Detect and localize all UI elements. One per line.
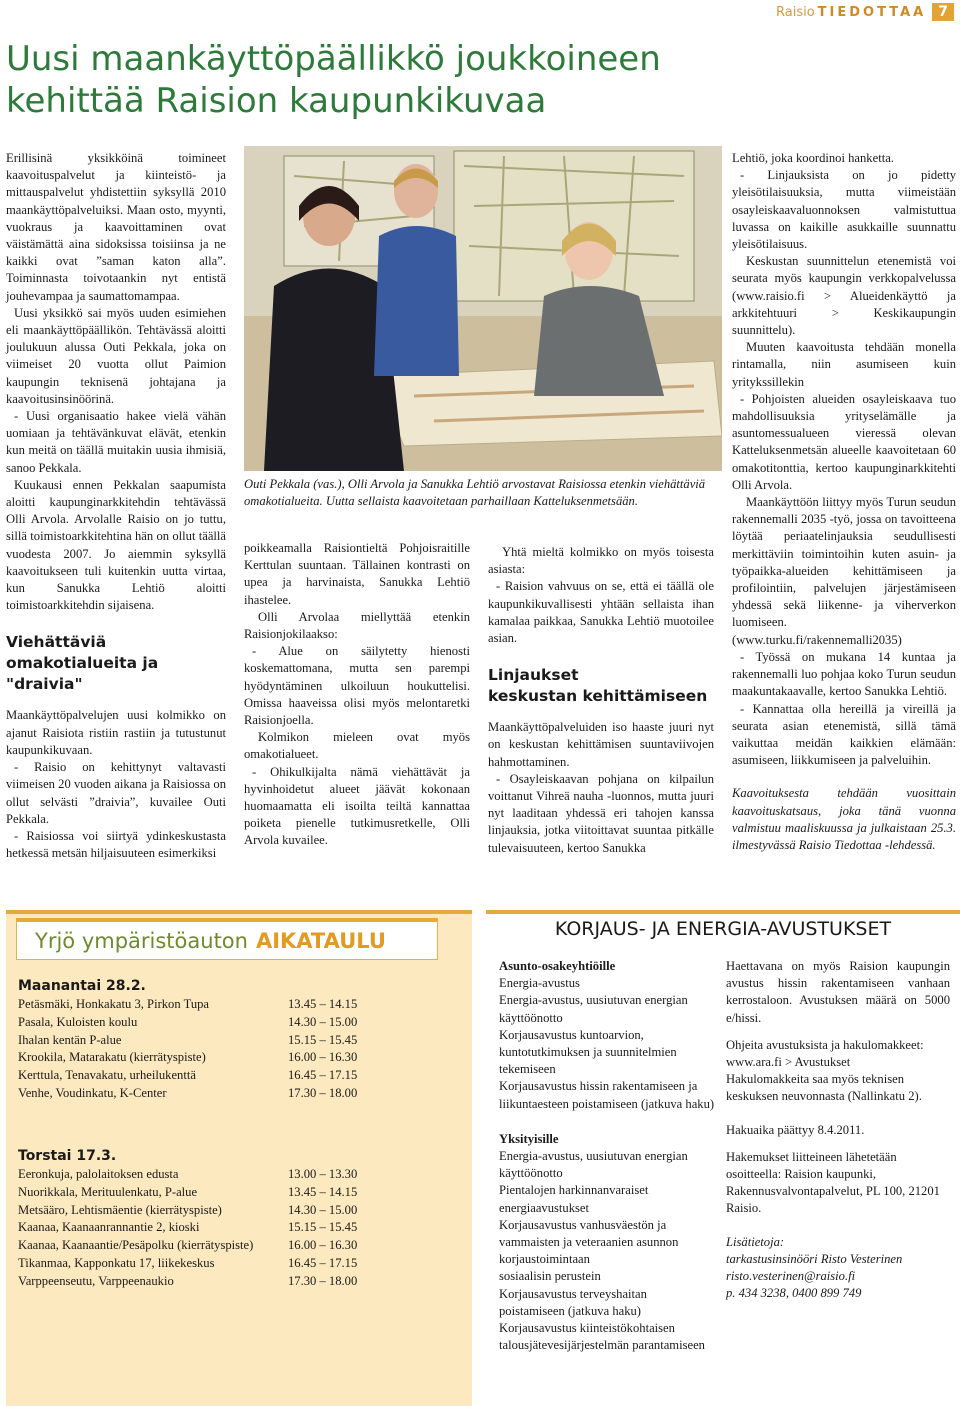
paragraph: Olli Arvolaa miellyttää etenkin Raisionjokilaakso: [244, 609, 470, 642]
paragraph: - Työssä on mukana 14 kuntaa ja rakennemalli luo pohjaa koko Turun seudun maakuntakaavalle, kertoo Sanukka Lehtiö. [732, 649, 956, 699]
bus-schedule-title [16, 918, 438, 960]
day-heading: Maanantai 28.2. [18, 978, 146, 994]
column-4 [732, 150, 956, 854]
schedule-row [18, 1273, 458, 1291]
subheading-line-2: omakotialueita ja "draivia" [6, 654, 159, 694]
schedule-time: 13.45 – 14.15 [288, 997, 358, 1011]
schedule-location: Nuorikkala, Merituulenkatu, P-alue [18, 1184, 198, 1199]
paragraph: Uusi yksikkö sai myös uuden esimiehen eli maankäyttöpäällikön. Tehtävässä aloitti joulukuun alussa Outi Pekkala, joka on viimeiset 20 vuotta ollut Paimion kaupungin teknisenä johtajana ja kaavoitusinsinöörinä. [6, 305, 226, 406]
subheading-line-2: keskustan kehittämiseen [488, 687, 708, 706]
schedule-time: 13.00 – 13.30 [288, 1167, 358, 1181]
caption-text: Outi Pekkala (vas.), Olli Arvola ja Sanukka Lehtiö arvostavat Raisiossa etenkin viehättäviä omakotialueita. Uutta sellaista kaavoitetaan parhaillaan Katteluksenmetsään. [244, 477, 706, 508]
schedule-row [18, 1184, 458, 1202]
subheading-line-1: Viehättäviä [6, 633, 107, 652]
schedule-time: 17.30 – 18.00 [288, 1085, 358, 1100]
schedule-row [18, 1085, 458, 1103]
schedule-row [18, 1032, 458, 1050]
schedule-time: 15.15 – 15.45 [288, 1220, 358, 1235]
paragraph: Maankäyttöpalveluiden iso haaste juuri nyt on keskustan kehittämisen suuntaviivojen hahmottaminen. [488, 720, 714, 769]
paragraph: - Ohikulkijalta nämä viehättävät ja hyvinhoidetut alueet jäävät kokonaan huomaamatta eli isoilta teiltä kannattaa poiketa pienelle tutkimusretkelle, Olli Arvola kuvailee. [244, 764, 470, 848]
schedule-row [18, 1255, 458, 1273]
schedule-row [18, 1067, 458, 1085]
schedule-time: 16.00 – 16.30 [288, 1238, 358, 1253]
grants-right-column [726, 958, 950, 1302]
page-number: 7 [932, 3, 954, 21]
schedule-location: Petäsmäki, Honkakatu 3, Pirkon Tupa [18, 997, 210, 1011]
paragraph: Kuukausi ennen Pekkalan saapumista aloitti kaupunginarkkitehdin tehtävässä Olli Arvola. Arvolalle Raisio on jo tuttu, sillä toimistoarkkitehtina hän on ollut täällä vuodesta 2007. Jo aiemmin syksyllä kaavoitukseen tuli kuitenkin uutta virtaa, kun Sanukka Lehtiö aloitti toimistoarkkitehdin sijaisena. [6, 477, 226, 613]
paragraph: Kolmikon mieleen ovat myös omakotialueet. [244, 730, 470, 762]
paragraph: Muuten kaavoitusta tehdään monella rintamalla, niin asumiseen kuin yritykssillekin [732, 340, 956, 389]
paragraph: Lehtiö, joka koordinoi hanketta. [732, 151, 894, 165]
contact-line: tarkastusinsinööri Risto Vesterinen [726, 1251, 903, 1266]
schedule-time: 15.15 – 15.45 [288, 1032, 358, 1047]
schedule-location: Ihalan kentän P-alue [18, 1032, 122, 1047]
bus-title-part-1: Yrjö ympäristöauton [35, 928, 248, 953]
schedule-time: 13.45 – 14.15 [288, 1184, 358, 1199]
schedule-time: 14.30 – 15.00 [288, 1202, 358, 1217]
schedule-time: 16.45 – 17.15 [288, 1068, 358, 1083]
schedule-time: 14.30 – 15.00 [288, 1014, 358, 1029]
schedule-location: Pasala, Kuloisten koulu [18, 1014, 138, 1029]
schedule-row [18, 1237, 458, 1255]
schedule-location: Eeronkuja, palolaitoksen edusta [18, 1167, 179, 1181]
schedule-location: Kaanaa, Kaanaanrannantie 2, kioski [18, 1220, 200, 1235]
paragraph: Kaavoituksesta tehdään vuosittain kaavoituskatsaus, joka tänä vuonna valmistuu maaliskuussa ja julkaistaan 25.3. ilmestyvässä Raisio Tiedottaa -lehdessä. [732, 786, 956, 852]
paragraph: Maankäyttöpalvelujen uusi kolmikko on ajanut Raisiota ristiin rastiin ja tutustunut kaupunkikuvaan. [6, 708, 226, 757]
schedule-location: Venhe, Voudinkatu, K-Center [18, 1085, 167, 1100]
schedule-row [18, 1014, 458, 1032]
paragraph: poikkeamalla Raisiontieltä Pohjoisraitille Kerttulan suuntaan. Tällainen kontrasti on upea ja harvinaista, Sanukka Lehtiö ihastelee. [244, 541, 470, 607]
schedule-location: Krookila, Matarakatu (kierrätyspiste) [18, 1050, 206, 1065]
bus-schedule-day-2 [18, 1148, 458, 1291]
schedule-row [18, 1049, 458, 1067]
subheading [6, 632, 226, 695]
grant-item: sosiaalisin perustein [499, 1269, 601, 1284]
bus-title-part-2: AIKATAULU [255, 928, 386, 953]
paragraph: - Pohjoisten alueiden osayleiskaava tuo mahdollisuuksia yrityselämälle ja asuntomessualueen vieressä olevan Katteluksenmetsän alueelle kaavoitetaan 60 omakotitonttia, kertoo kaupunginarkkitehti Olli Arvola. [732, 391, 956, 492]
people-photo-image [244, 146, 722, 471]
paragraph: Keskustan suunnittelun etenemistä voi seurata myös kaupungin verkkopalvelussa (www.raisio.fi > Alueidenkäyttö ja arkkitehtuuri > Keskikaupungin suunnittelu). [732, 254, 956, 338]
paragraph: - Raisio on kehittynyt valtavasti viimeisen 20 vuoden aikana ja Raisiossa on ollut selvästi ”draivia”, kuvailee Outi Pekkala. [6, 760, 226, 826]
grant-item: Korjausavustus vanhusväestön ja vammaisten ja veteraanien asunnon korjaustoimintaan [499, 1217, 679, 1267]
grant-item: Korjausavustus kuntoarvion, kuntotutkimuksen ja suunnitelmien tekemiseen [499, 1027, 677, 1077]
day-heading: Torstai 17.3. [18, 1148, 117, 1164]
grants-top-rule [486, 910, 960, 914]
schedule-location: Tikanmaa, Kapponkatu 17, liikekeskus [18, 1255, 215, 1270]
schedule-row [18, 996, 458, 1014]
schedule-location: Metsääro, Lehtismäentie (kierrätyspiste) [18, 1202, 222, 1217]
article-title [6, 38, 661, 122]
schedule-row [18, 1166, 458, 1184]
schedule-row [18, 1219, 458, 1237]
column-3 [488, 544, 714, 857]
grant-item: Energia-avustus, uusiutuvan energian käyttöönotto [499, 993, 688, 1025]
contact-email: risto.vesterinen@raisio.fi [726, 1269, 856, 1284]
schedule-time: 16.00 – 16.30 [288, 1050, 358, 1065]
grant-item: Energia-avustus, uusiutuvan energian käyttöönotto [499, 1149, 688, 1181]
schedule-location: Kerttula, Tenavakatu, urheilukenttä [18, 1068, 196, 1083]
grant-item: Korjausavustus hissin rakentamiseen ja liikuntaesteen poistamiseen (jatkuva haku) [499, 1079, 715, 1111]
title-line-2: kehittää Raision kaupunkikuvaa [6, 81, 547, 121]
paragraph: - Raision vahvuus on se, että ei täällä ole kaupunkikuvallisesti yhtään sellaista ihan kamalaa paikkaa, Sanukka Lehtiö muotoilee asian. [488, 579, 714, 646]
contact-heading: Lisätietoja: [726, 1234, 785, 1249]
paragraph: Ohjeita avustuksista ja hakulomakkeet: www.ara.fi > Avustukset [726, 1037, 924, 1070]
header-brand: Raisio [776, 4, 815, 20]
grants-left-column [499, 958, 715, 1354]
paragraph: Maankäyttöön liittyy myös Turun seudun rakennemalli 2035 -työ, jossa on tavoitteena löytää periaatelinjauksia seudullisesti merkittäviin toimintoihin kuten asuin- ja työpaikka-alueiden kehittämiseen ja profilointiin, palvelujen järjestämiseen yhdessä sekä liikenne- ja viherverkon luomiseen. (www.turku.fi/rakennemalli2035) [732, 495, 956, 647]
contact-phone: p. 434 3238, 0400 899 749 [726, 1286, 862, 1301]
paragraph: - Linjauksista on jo pidetty yleisötilaisuuksia, mutta viimeistään osayleiskaavaluonnoksen valmistuttua luvassa on kaikille asukkaille suunnattu yleisötilaisuus. [732, 168, 956, 252]
title-line-1: Uusi maankäyttöpäällikkö joukkoineen [6, 39, 661, 79]
page-header [776, 3, 954, 21]
paragraph: Haettavana on myös Raision kaupungin avustus hissin rakentamiseen vanhaan kerrostaloon. Avustuksen määrä on 5000 e/hissi. [726, 959, 950, 1025]
grant-item: Energia-avustus [499, 976, 580, 991]
subheading-line-1: Linjaukset [488, 666, 579, 685]
grants-group-heading: Asunto-osakeyhtiöille [499, 959, 616, 973]
paragraph: Hakulomakkeita saa myös teknisen keskuksen neuvonnasta (Nallinkatu 2). [726, 1072, 922, 1104]
grants-group-heading: Yksityisille [499, 1131, 559, 1146]
article-photo [244, 146, 722, 471]
paragraph: - Alue on säilytetty hienosti koskemattomana, mutta sen parempi hyödyntäminen ulkoiluun houkuttelisi. Omissa haaveissa olisi myös melontaretki Raisionjoella. [244, 644, 470, 728]
paragraph: - Uusi organisaatio hakee vielä vähän uomiaan ja tehtävänkuvat elävät, etenkin kun meitä on täällä muitakin uusia ihmisiä, sanoo Pekkala. [6, 409, 226, 475]
paragraph: Yhtä mieltä kolmikko on myös toisesta asiasta: [488, 545, 714, 577]
paragraph: Hakuaika päättyy 8.4.2011. [726, 1122, 865, 1137]
paragraph: - Raisiossa voi siirtyä ydinkeskustasta hetkessä metsän hiljaisuuteen esimerkiksi [6, 828, 226, 861]
schedule-time: 16.45 – 17.15 [288, 1255, 358, 1270]
paragraph: Erillisinä yksikköinä toimineet kaavoituspalvelut ja kiinteistö- ja mittauspalvelut yhdistettiin syksyllä 2010 maankäyttöpalveluiksi. Maan osto, myynti, vuokraus ja kaavoittaminen ovat väistämättä aina sidoksissa toisiinsa ja ne kaikki ovat ”saman katon alla”. Toiminnasta toivotaankin nyt entistä jouhevampaa ja saumattomampaa. [6, 151, 226, 303]
column-2 [244, 540, 470, 850]
grant-item: Korjausavustus kiinteistökohtaisen talousjätevesijärjestelmän parantamiseen [499, 1321, 705, 1353]
header-section: TIEDOTTAA [817, 4, 927, 20]
bus-schedule-day-1 [18, 978, 458, 1103]
column-1 [6, 150, 226, 862]
schedule-time: 17.30 – 18.00 [288, 1273, 358, 1288]
photo-caption [244, 476, 722, 510]
grant-item: Pientalojen harkinnanvaraiset energiaavustukset [499, 1183, 649, 1215]
paragraph: - Osayleiskaavan pohjana on kilpailun voittanut Vihreä nauha -luonnos, mutta juuri nyt laaditaan yhdessä eri tahojen kanssa linjauksia, jotka viitoittavat suuntaa pitkälle tulevaisuuteen, kertoo Sanukka [488, 771, 714, 855]
paragraph: Hakemukset liitteineen lähetetään osoitteella: Raision kaupunki, Rakennusvalvontapalvelut, PL 100, 21201 Raisio. [726, 1149, 940, 1216]
schedule-location: Varppeenseutu, Varppeenaukio [18, 1273, 174, 1288]
grants-title: KORJAUS- JA ENERGIA-AVUSTUKSET [554, 918, 892, 940]
schedule-row [18, 1202, 458, 1220]
schedule-location: Kaanaa, Kaanaantie/Pesäpolku (kierrätyspiste) [18, 1238, 254, 1253]
paragraph: - Kannattaa olla hereillä ja vireillä ja seurata asian etenemistä, sillä tämä vaikuttaa meidän kaikkien elämään: asumiseen, liikkumiseen ja palveluihin. [732, 701, 956, 768]
subheading [488, 665, 714, 707]
grant-item: Korjausavustus terveyshaitan poistamiseen (jatkuva haku) [499, 1286, 647, 1318]
